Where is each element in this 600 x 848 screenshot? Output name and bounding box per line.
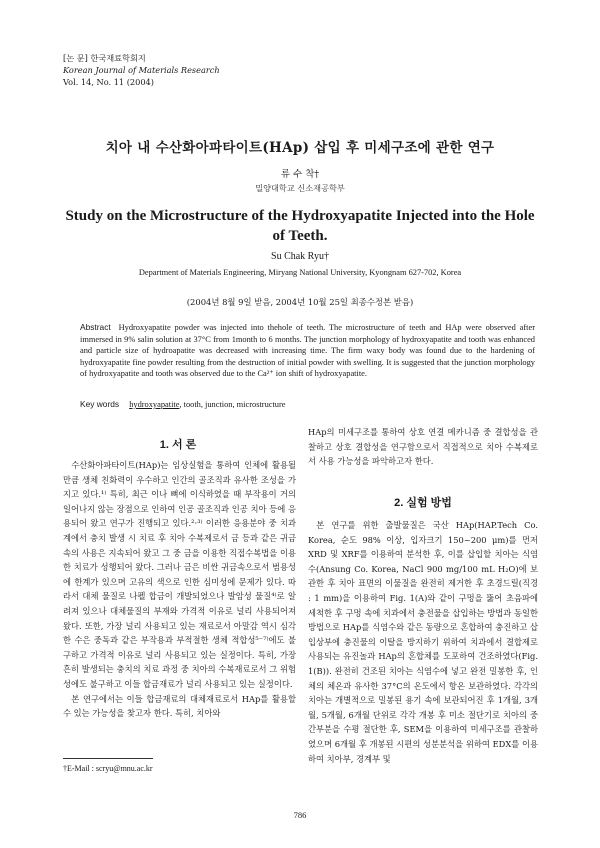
footnote-email: †E-Mail : scryu@mnu.ac.kr xyxy=(63,764,153,773)
introduction-body xyxy=(63,458,296,721)
author-english: Su Chak Ryu† xyxy=(271,251,329,262)
paragraph: 수산화아파타이트(HAp)는 임상실험을 통하여 인체에 활용될 만큼 생체 친화력이 우수하고 인간의 골조직과 유사한 조성을 가지고 있다.¹⁾ 특히, 최근 이나 뼈에 이식하였을 때 부작용이 거의 일어나지 않는 장점으로 인하여 인공 골조직과 인공 치아 등에 응용되어 왔고 연구가 진행되고 있다.²·³⁾ 이러한 응용분야 중 치과계에서 충치 발생 시 치료 후 치아 수복제로서 금 등과 같은 귀금속의 사용은 지속되어 왔고 그 중 금을 이용한 직접수복법을 이용한 치료가 성행되어 왔다. 그러나 금은 비싼 귀금속으로서 범용성에 한계가 있으며 고유의 색으로 인한 심미성에 문제가 있다. 따라서 대체 물질로 나펠 합금이 개발되었으나 발암성 물질⁴⁾로 알려져 있으나 대체물질의 부재와 가격적 이유로 널리 사용되어져 왔다. 또한, 가장 널리 사용되고 있는 재료로서 아말감 역시 심각한 수은 중독과 같은 부작용과 부적절한 생체 적합성⁵⁻⁷⁾에도 불구하고 가격적 이유로 널리 사용되고 있는 실정이다. 특히, 가장 흔히 발생되는 충치의 치료 과정 중 치아의 수복재료로서 그 위험성에도 불구하고 이들 합금재료가 널리 사용되고 있는 실정이다. xyxy=(63,460,296,689)
section-heading-methods: 2. 실험 방법 xyxy=(394,497,452,509)
journal-volume: Vol. 14, No. 11 (2004) xyxy=(63,77,154,87)
page-number: 786 xyxy=(293,810,307,820)
affiliation-korean: 밀양대학교 신소재공학부 xyxy=(255,183,345,193)
keyword-first: hydroxyapatite xyxy=(129,400,180,409)
footnote-rule xyxy=(63,758,153,759)
journal-name-en: Korean Journal of Materials Research xyxy=(63,65,220,75)
abstract xyxy=(80,322,535,380)
keywords-label: Key words xyxy=(80,399,120,409)
abstract-text: Hydroxyapatite powder was injected into thehole of teeth. The microstructure of teeth and HAp were observed after immersed in 9% salin solution at 37°C from 1month to 6 months. The junction morphology of hydroxyapatite and tooth was enhanced and particle size of hydroapatite was decreased with increasing time. The firm waxy body was found due to the hardening of hydroxyapatite fine powder resulting from the destruction of initial powder with swelling. It is suggested that the junction morphology of hydroxyapatite and tooth was observed due to the Ca²⁺ ion shift of hydroxyapatite. xyxy=(80,323,535,379)
author-korean: 류 수 착† xyxy=(280,169,320,180)
title-korean: 치아 내 수산화아파타이트(HAp) 삽입 후 미세구조에 관한 연구 xyxy=(105,140,495,156)
methods-body xyxy=(308,518,538,766)
section-heading-introduction: 1. 서 론 xyxy=(159,439,197,451)
paragraph: 본 연구에서는 이들 합금재료의 대체재료로서 HAp를 활용할 수 있는 가능성을 찾고자 한다. 특히, 치아와 xyxy=(63,693,296,719)
keywords xyxy=(80,399,535,409)
affiliation-english: Department of Materials Engineering, Miryang National University, Kyongnam 627-702, Korea xyxy=(138,268,462,277)
abstract-label: Abstract xyxy=(80,322,111,332)
journal-header xyxy=(63,52,220,88)
paragraph: 본 연구를 위한 출발물질은 국산 HAp(HAP.Tech Co. Korea, 순도 98% 이상, 입자크기 150~200 μm)를 먼저 XRD 및 XRF를 이용하여 분석한 후, 이를 삽입할 치아는 식염수(Ansung Co. Korea, NaCl 900 mg/100 mL H₂O)에 보관한 후 치아 표면의 이물질을 완전히 제거한 후 초경드릴(직경 : 1 mm)을 이용하여 Fig. 1(A)와 같이 구멍을 뚫어 초음파에 세척한 후 구멍 속에 치과에서 충전물을 삽입하는 방법과 동일한 방법으로 HAp를 식염수와 같은 동량으로 혼합하여 충진하고 삽입상부에 충진물의 이탈을 방지하기 위하여 치과에서 결합제로 사용되는 유진놀과 HAp의 혼합체를 도포하여 건조하였다(Fig. 1(B)). 완전히 건조된 치아는 식염수에 넣고 완전 밀봉한 후, 인체의 체온과 유사한 37°C의 온도에서 항온 보관하였다. 각각의 치아는 개별적으로 밀봉된 용기 속에 보관되어진 후 1개월, 3개월, 5개월, 6개월 단위로 각각 개봉 후 미소 절단기로 치아의 중간부분을 수평 절단한 후, SEM을 이용하여 미세구조를 관찰하였으며 6개월 후 개봉된 시편의 성분분석을 위하여 EDX를 이용하여 치아부, 경계부 및 xyxy=(308,520,538,764)
journal-name-ko: [논 문] 한국재료학회지 xyxy=(63,53,146,63)
keywords-rest: , tooth, junction, microstructure xyxy=(179,400,286,409)
introduction-continued xyxy=(308,425,538,469)
title-english: Study on the Microstructure of the Hydroxyapatite Injected into the Hole of Teeth. xyxy=(65,208,535,244)
paragraph: HAp의 미세구조를 통하여 상호 연결 메카니즘 중 결합성을 관찰하고 상호 결합성을 연구함으로서 직접적으로 치아 수복제로서 사용 가능성을 파악하고자 한다. xyxy=(308,427,538,467)
received-dates: (2004년 8월 9일 받음, 2004년 10월 25일 최종수정본 받음) xyxy=(186,297,414,307)
